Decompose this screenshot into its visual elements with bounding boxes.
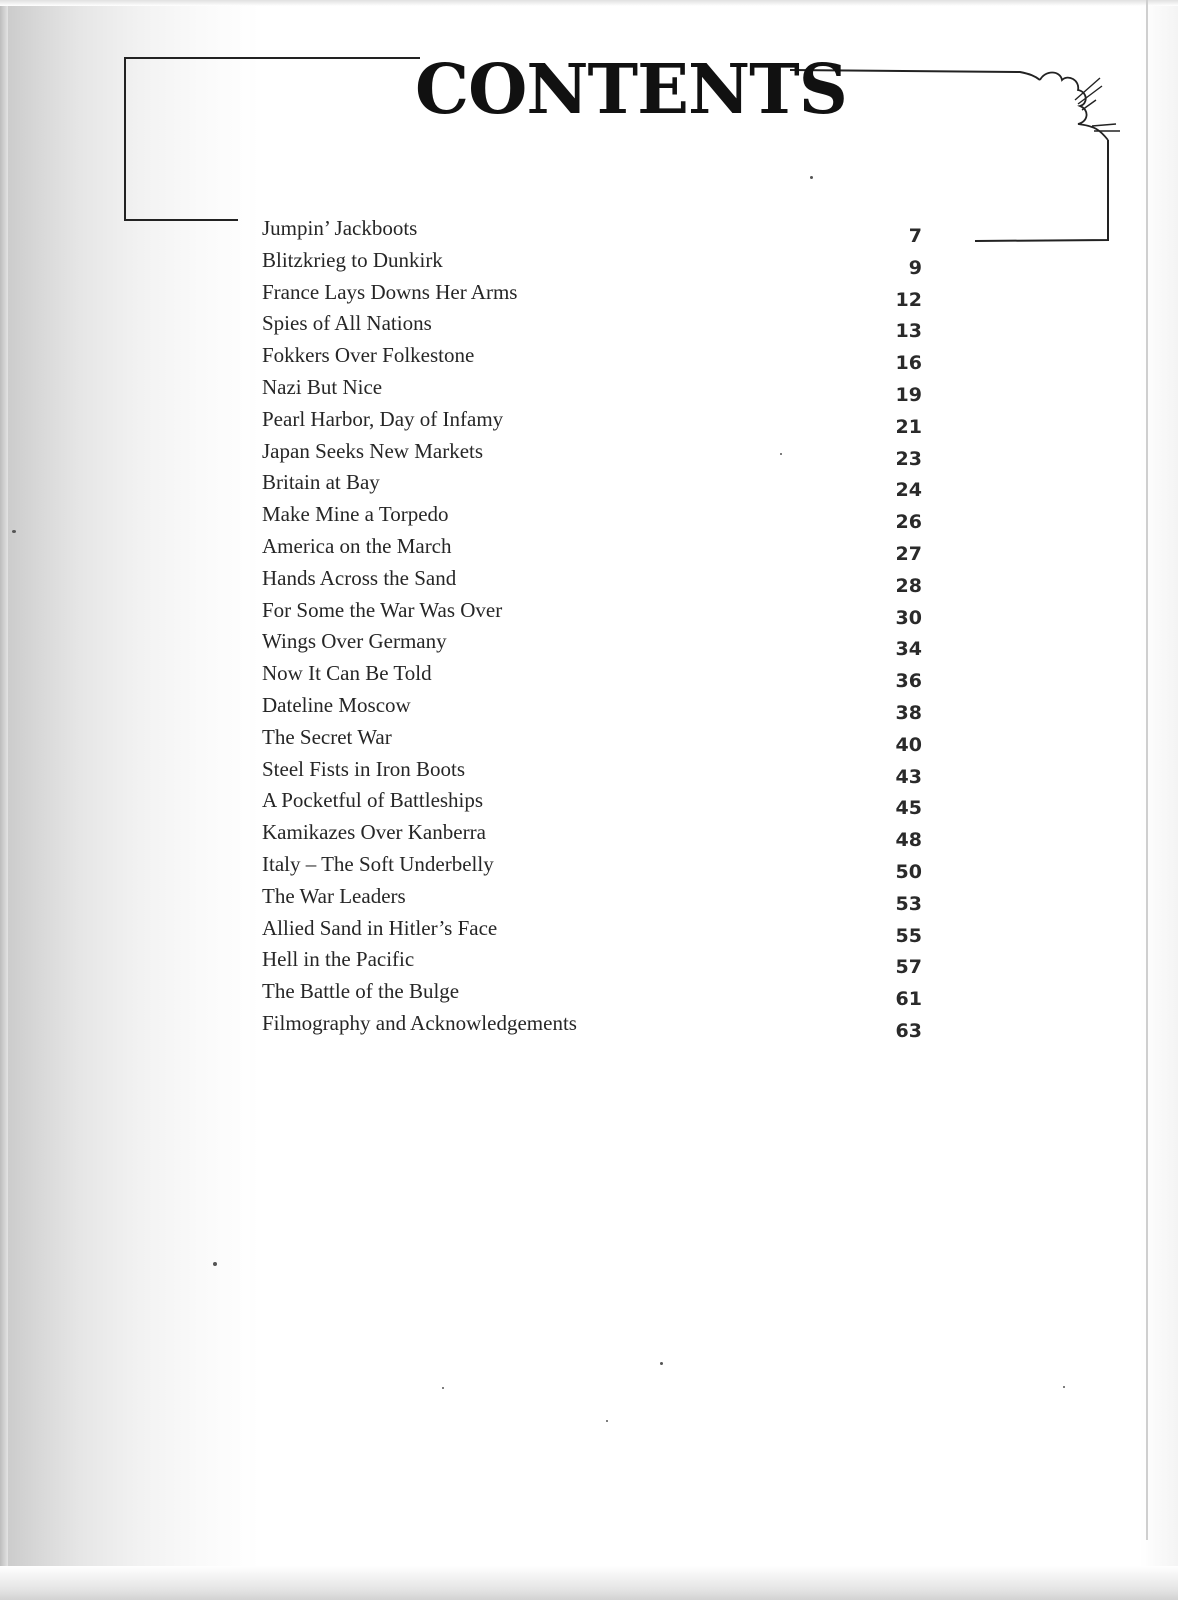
toc-entry-title: Pearl Harbor, Day of Infamy — [262, 406, 504, 431]
toc-entry-page-number: 57 — [895, 956, 922, 979]
toc-entry — [262, 979, 962, 1011]
toc-entry-title: The Battle of the Bulge — [262, 979, 460, 1004]
print-speck — [606, 1420, 608, 1422]
toc-entry — [262, 629, 962, 661]
toc-entry — [262, 598, 962, 630]
toc-entry-title: Hands Across the Sand — [262, 565, 457, 590]
toc-entry-page-number: 43 — [895, 765, 922, 788]
toc-entry-page-number: 45 — [895, 797, 922, 820]
print-speck — [1063, 1386, 1065, 1388]
toc-entry-title: The War Leaders — [262, 883, 406, 908]
toc-entry-title: Italy – The Soft Underbelly — [262, 851, 494, 876]
toc-entry — [262, 216, 962, 248]
toc-entry — [262, 725, 962, 757]
toc-entry — [262, 248, 962, 280]
toc-entry-page-number: 13 — [895, 320, 922, 343]
toc-entry-title: Nazi But Nice — [262, 374, 383, 399]
toc-entry-title: America on the March — [262, 533, 452, 558]
toc-entry — [262, 661, 962, 693]
toc-entry-page-number: 7 — [908, 225, 922, 247]
toc-entry — [262, 1011, 962, 1043]
frame-right-vertical — [975, 140, 1108, 241]
toc-entry-title: Filmography and Acknowledgements — [262, 1010, 577, 1035]
toc-entry-page-number: 36 — [895, 670, 922, 693]
toc-entry — [262, 947, 962, 979]
toc-entry — [262, 280, 962, 312]
toc-entry-title: Blitzkrieg to Dunkirk — [262, 247, 443, 272]
toc-entry — [262, 343, 962, 375]
toc-entry-title: Steel Fists in Iron Boots — [262, 756, 466, 781]
toc-entry-title: Spies of All Nations — [262, 311, 432, 336]
toc-entry — [262, 788, 962, 820]
toc-entry-page-number: 27 — [895, 542, 922, 565]
toc-entry — [262, 407, 962, 439]
toc-entry-title: The Secret War — [262, 724, 392, 749]
toc-entry-title: Make Mine a Torpedo — [262, 502, 449, 527]
frame-left-line — [125, 58, 420, 220]
toc-entry-page-number: 19 — [895, 383, 922, 406]
page-title: CONTENTS — [415, 50, 847, 130]
toc-entry — [262, 311, 962, 343]
toc-entry-page-number: 30 — [895, 606, 922, 629]
toc-entry-page-number: 48 — [895, 829, 922, 852]
toc-entry-title: A Pocketful of Battleships — [262, 788, 484, 813]
print-speck — [660, 1362, 663, 1365]
toc-entry — [262, 916, 962, 948]
toc-entry-page-number: 16 — [895, 352, 922, 375]
toc-entry-page-number: 40 — [895, 733, 922, 756]
toc-entry-page-number: 28 — [895, 574, 922, 597]
toc-entry — [262, 534, 962, 566]
toc-entry-page-number: 23 — [895, 447, 922, 470]
toc-entry-page-number: 26 — [895, 511, 922, 534]
toc-entry — [262, 852, 962, 884]
cloud-flourish — [1040, 73, 1108, 141]
toc-entry-title: Hell in the Pacific — [262, 947, 415, 972]
toc-entry-page-number: 38 — [895, 701, 922, 724]
toc-entry — [262, 502, 962, 534]
toc-entry — [262, 470, 962, 502]
toc-entry-title: Jumpin’ Jackboots — [262, 216, 418, 240]
toc-entry-title: France Lays Downs Her Arms — [262, 279, 518, 304]
toc-entry — [262, 757, 962, 789]
toc-entry-page-number: 53 — [895, 892, 922, 915]
toc-entry-title: Dateline Moscow — [262, 692, 411, 717]
table-of-contents — [262, 216, 962, 1043]
toc-entry-title: Fokkers Over Folkestone — [262, 343, 475, 368]
toc-entry-page-number: 61 — [895, 988, 922, 1011]
toc-entry-title: Britain at Bay — [262, 470, 380, 495]
toc-entry-page-number: 50 — [895, 860, 922, 883]
toc-entry-page-number: 34 — [895, 638, 922, 661]
toc-entry — [262, 693, 962, 725]
toc-entry-page-number: 55 — [895, 924, 922, 947]
toc-entry-title: Wings Over Germany — [262, 629, 447, 654]
toc-entry-title: For Some the War Was Over — [262, 597, 503, 622]
toc-entry-title: Now It Can Be Told — [262, 661, 432, 686]
toc-entry-page-number: 9 — [908, 256, 922, 279]
toc-entry — [262, 820, 962, 852]
toc-entry-title: Kamikazes Over Kanberra — [262, 820, 486, 845]
toc-entry-page-number: 12 — [895, 288, 922, 311]
print-speck — [810, 176, 813, 179]
print-speck — [780, 453, 782, 455]
toc-entry — [262, 375, 962, 407]
toc-entry-page-number: 24 — [895, 479, 922, 502]
toc-entry — [262, 439, 962, 471]
toc-entry — [262, 884, 962, 916]
print-speck — [213, 1262, 217, 1266]
toc-entry-title: Allied Sand in Hitler’s Face — [262, 915, 498, 940]
toc-entry-page-number: 63 — [895, 1019, 922, 1042]
toc-entry — [262, 566, 962, 598]
print-speck — [442, 1387, 444, 1389]
toc-entry-title: Japan Seeks New Markets — [262, 438, 484, 463]
toc-entry-page-number: 21 — [895, 415, 922, 438]
print-speck — [12, 530, 16, 533]
